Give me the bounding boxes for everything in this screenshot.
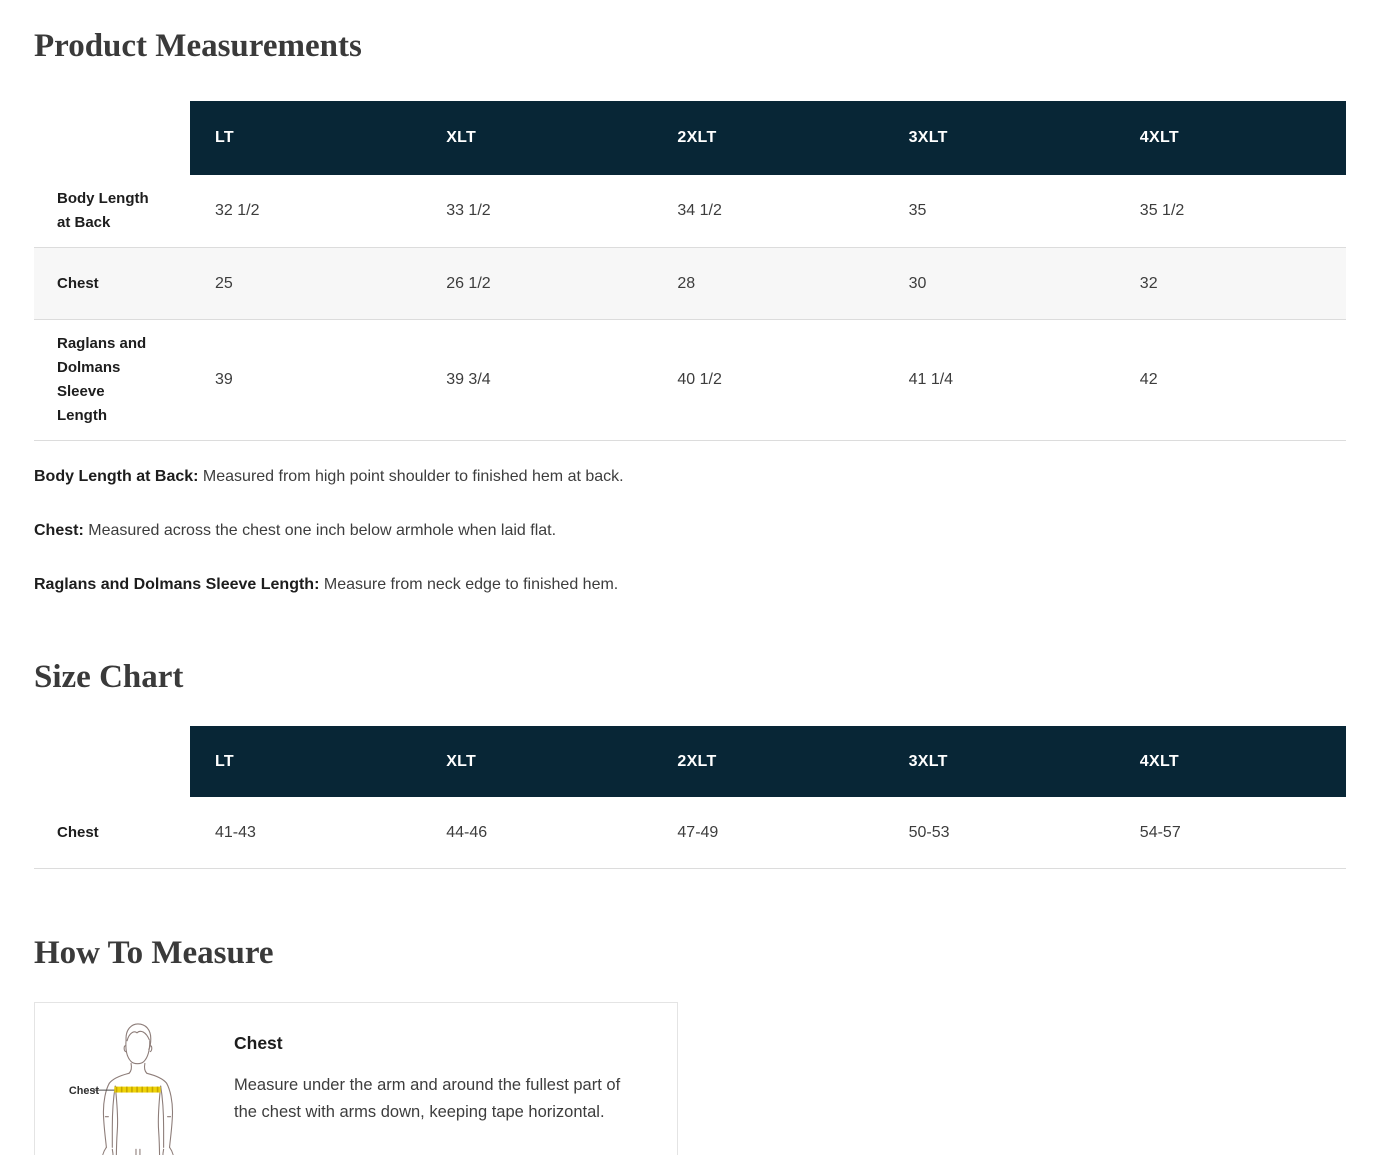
table-row-chest-range: [34, 797, 1346, 869]
size-range-value: 47-49: [677, 823, 719, 841]
measurement-value: 39 3/4: [446, 371, 491, 388]
body-measurement-figure-icon: [64, 1021, 206, 1155]
size-chart-table: [34, 726, 1346, 869]
table-row-sleeve-length: [34, 320, 1346, 441]
table-header-row: [34, 101, 1346, 175]
measurement-definitions: [34, 465, 1346, 597]
table-row-chest: [34, 248, 1346, 320]
column-header-lt: LT: [190, 726, 421, 797]
column-header-2xlt: 2XLT: [652, 726, 883, 797]
size-range-value: 41-43: [215, 823, 256, 841]
definition-term: Chest:: [34, 522, 84, 539]
definition-chest: [34, 519, 1346, 543]
column-header-lt: LT: [190, 101, 421, 175]
row-label: Chest: [57, 823, 99, 841]
card-heading: Chest: [234, 1033, 283, 1053]
definition-text: Measure from neck edge to finished hem.: [323, 576, 619, 593]
table-row-body-length: [34, 175, 1346, 248]
size-range-value: 54-57: [1139, 823, 1181, 841]
measurement-value: 25: [215, 274, 233, 292]
product-measurements-table: [34, 101, 1346, 441]
measurement-value: 32 1/2: [215, 202, 260, 219]
male-figure-illustration: [64, 1021, 206, 1155]
measuring-tape-graphic: [114, 1087, 160, 1093]
column-header-xlt: XLT: [421, 726, 652, 797]
measurement-value: 35 1/2: [1139, 202, 1185, 219]
table-header-row: [34, 726, 1346, 797]
definition-sleeve-length: [34, 573, 1346, 597]
column-header-4xlt: 4XLT: [1115, 726, 1346, 797]
measurement-value: 40 1/2: [677, 371, 722, 388]
column-header-4xlt: 4XLT: [1115, 101, 1346, 175]
column-header-xlt: XLT: [421, 101, 652, 175]
figure-chest-label: Chest: [68, 1085, 100, 1098]
card-text-column: [234, 1021, 636, 1155]
product-measurements-title: Product Measurements: [34, 28, 362, 64]
size-range-value: 44-46: [446, 823, 488, 841]
measurement-value: 30: [908, 274, 927, 292]
measurement-value: 39: [215, 371, 233, 388]
column-header-3xlt: 3XLT: [884, 726, 1115, 797]
measurement-value: 35: [908, 202, 927, 219]
row-label: Body Length at Back: [57, 190, 149, 231]
column-header-2xlt: 2XLT: [652, 101, 883, 175]
definition-text: Measured across the chest one inch below armhole when laid flat.: [88, 522, 557, 539]
size-range-value: 50-53: [908, 823, 950, 841]
column-header-3xlt: 3XLT: [884, 101, 1115, 175]
how-to-measure-card: [34, 1002, 678, 1155]
definition-term: Body Length at Back:: [34, 468, 199, 485]
definition-text: Measured from high point shoulder to finished hem at back.: [202, 468, 624, 485]
row-label: Chest: [57, 274, 99, 292]
measurement-value: 26 1/2: [446, 274, 491, 292]
header-corner-cell: [34, 101, 190, 175]
header-corner-cell: [34, 726, 190, 797]
row-label: Raglans and Dolmans Sleeve Length: [57, 335, 147, 424]
how-to-measure-title: How To Measure: [34, 935, 274, 971]
definition-body-length: [34, 465, 1346, 489]
measurement-value: 28: [677, 274, 696, 292]
definition-term: Raglans and Dolmans Sleeve Length:: [34, 576, 320, 593]
measurement-value: 33 1/2: [446, 202, 491, 219]
measurement-value: 42: [1139, 371, 1158, 388]
measurement-value: 41 1/4: [908, 371, 954, 388]
measurement-value: 32: [1139, 274, 1158, 292]
card-instructions: Measure under the arm and around the fullest part of the chest with arms down, keeping tape horizontal.: [234, 1076, 621, 1121]
size-chart-title: Size Chart: [34, 659, 184, 695]
measurement-value: 34 1/2: [677, 202, 722, 219]
